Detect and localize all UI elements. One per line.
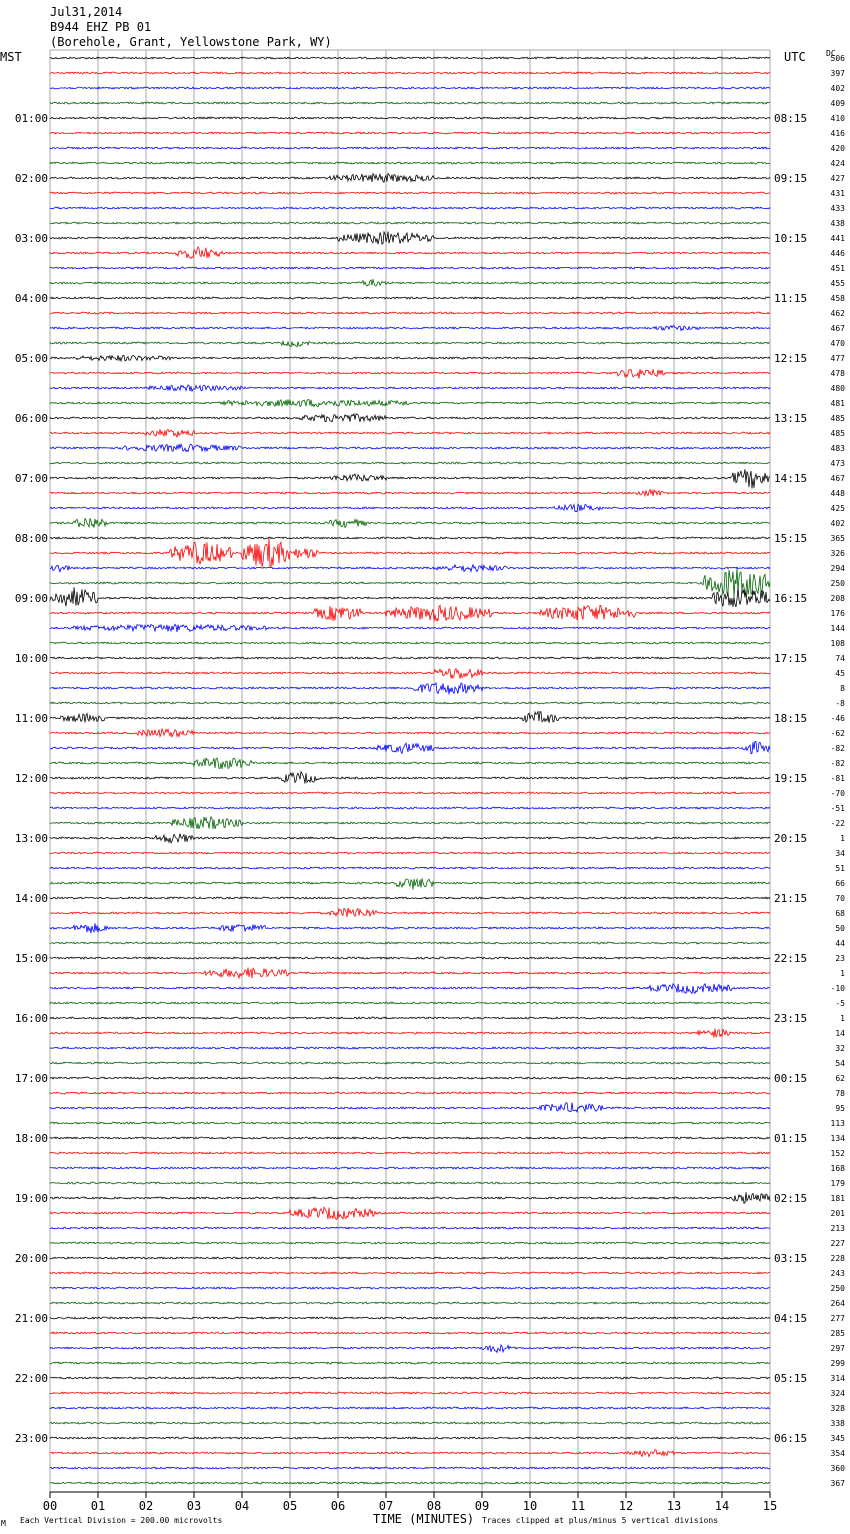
dc-offset-label: 328 [830,1404,845,1413]
trace-82 [50,1287,770,1289]
left-hour-label: 07:00 [14,472,48,485]
trace-84 [50,1317,770,1319]
dc-offset-label: 70 [835,894,845,903]
right-hour-label: 23:15 [774,1012,808,1025]
right-hour-label: 12:15 [774,352,808,365]
trace-78 [50,1227,770,1229]
trace-26 [50,444,770,451]
right-hour-label: 01:15 [774,1132,808,1145]
trace-13 [50,247,770,259]
dc-offset-label: 66 [835,879,845,888]
trace-40 [50,657,770,659]
trace-51 [50,817,770,829]
trace-48 [50,772,770,784]
dc-offset-label: 458 [830,294,845,303]
right-hour-label: 11:15 [774,292,808,305]
dc-offset-label: 481 [830,399,845,408]
right-hour-label: 08:15 [774,112,808,125]
trace-87 [50,1362,770,1364]
trace-49 [50,792,770,794]
x-tick-label: 09 [474,1499,490,1513]
dc-offset-label: 324 [830,1389,845,1398]
trace-19 [50,341,770,347]
trace-7 [50,162,770,164]
x-tick-label: 02 [138,1499,154,1513]
trace-89 [50,1392,770,1394]
dc-offset-label: 14 [835,1029,845,1038]
dc-offset-label: -10 [830,984,845,993]
x-tick-label: 14 [714,1499,730,1513]
right-hour-label: 22:15 [774,952,808,965]
right-hour-label: 02:15 [774,1192,808,1205]
right-hour-label: 14:15 [774,472,808,485]
trace-16 [50,297,770,299]
trace-93 [50,1450,770,1457]
dc-offset-label: 470 [830,339,845,348]
dc-offset-label: 431 [830,189,845,198]
dc-offset-label: 354 [830,1449,845,1458]
left-hour-label: 10:00 [14,652,48,665]
dc-offset-label: 250 [830,1284,845,1293]
x-tick-label: 08 [426,1499,442,1513]
dc-offset-label: 108 [830,639,845,648]
right-hour-label: 09:15 [774,172,808,185]
trace-59 [50,942,770,944]
trace-54 [50,867,770,869]
trace-29 [50,490,770,497]
x-tick-label: 01 [90,1499,106,1513]
dc-offset-label: 227 [830,1239,845,1248]
right-hour-label: 16:15 [774,592,808,605]
trace-17 [50,312,770,314]
dc-offset-label: 506 [830,54,845,63]
scale-note: Each Vertical Division = 200.00 microvolts [20,1516,223,1525]
station-code: B944 EHZ PB 01 [50,20,152,34]
trace-31 [50,518,770,527]
trace-56 [50,897,770,899]
dc-offset-label: 367 [830,1479,845,1488]
dc-offset-label: 299 [830,1359,845,1368]
trace-68 [50,1077,770,1079]
trace-47 [50,758,770,769]
dc-offset-label: 433 [830,204,845,213]
left-timezone-label: MST [0,50,22,64]
dc-offset-label: 176 [830,609,845,618]
left-hour-label: 04:00 [14,292,48,305]
left-hour-label: 12:00 [14,772,48,785]
right-hour-label: 13:15 [774,412,808,425]
trace-62 [50,984,770,994]
trace-9 [50,192,770,194]
trace-24 [50,414,770,422]
left-hour-label: 22:00 [14,1372,48,1385]
dc-offset-label: 95 [835,1104,845,1113]
right-hour-label: 05:15 [774,1372,808,1385]
trace-86 [50,1345,770,1353]
trace-30 [50,504,770,511]
trace-27 [50,462,770,464]
trace-90 [50,1407,770,1409]
x-tick-label: 11 [570,1499,586,1513]
trace-32 [50,537,770,539]
corner-mark: M [1,1519,6,1528]
trace-20 [50,355,770,361]
dc-offset-label: 478 [830,369,845,378]
trace-91 [50,1422,770,1424]
dc-offset-label: 250 [830,579,845,588]
trace-71 [50,1122,770,1124]
trace-12 [50,232,770,245]
dc-offset-label: 455 [830,279,845,288]
dc-offset-label: 427 [830,174,845,183]
trace-22 [50,385,770,391]
trace-33 [50,538,770,567]
dc-offset-label: 243 [830,1269,845,1278]
trace-57 [50,908,770,917]
left-hour-label: 17:00 [14,1072,48,1085]
dc-offset-label: 402 [830,84,845,93]
left-hour-label: 05:00 [14,352,48,365]
dc-offset-label: 44 [835,939,845,948]
trace-94 [50,1467,770,1469]
dc-offset-label: 51 [835,864,845,873]
dc-offset-label: 345 [830,1434,845,1443]
trace-14 [50,267,770,269]
right-hour-label: 20:15 [774,832,808,845]
left-hour-label: 14:00 [14,892,48,905]
dc-offset-label: 34 [835,849,845,858]
trace-41 [50,669,770,679]
dc-offset-label: 277 [830,1314,845,1323]
left-hour-label: 23:00 [14,1432,48,1445]
left-hour-label: 15:00 [14,952,48,965]
dc-offset-label: -82 [830,744,845,753]
dc-offset-label: 78 [835,1089,845,1098]
dc-offset-label: 168 [830,1164,845,1173]
dc-offset-label: -62 [830,729,845,738]
trace-21 [50,369,770,378]
dc-offset-label: 314 [830,1374,845,1383]
trace-81 [50,1272,770,1274]
right-hour-label: 00:15 [774,1072,808,1085]
dc-offset-label: 473 [830,459,845,468]
dc-offset-label: 68 [835,909,845,918]
trace-74 [50,1167,770,1169]
x-tick-label: 15 [762,1499,778,1513]
x-tick-label: 07 [378,1499,394,1513]
dc-offset-label: 480 [830,384,845,393]
trace-28 [50,469,770,488]
trace-80 [50,1257,770,1259]
left-hour-label: 19:00 [14,1192,48,1205]
right-hour-label: 04:15 [774,1312,808,1325]
station-location: (Borehole, Grant, Yellowstone Park, WY) [50,35,332,49]
dc-offset-label: 74 [835,654,845,663]
dc-offset-label: 152 [830,1149,845,1158]
right-hour-label: 21:15 [774,892,808,905]
x-tick-label: 10 [522,1499,538,1513]
left-hour-label: 08:00 [14,532,48,545]
x-tick-label: 13 [666,1499,682,1513]
seismic-traces [50,57,770,1484]
dc-offset-label: 134 [830,1134,845,1143]
dc-offset-label: 424 [830,159,845,168]
trace-75 [50,1182,770,1184]
left-hour-label: 11:00 [14,712,48,725]
trace-45 [50,729,770,737]
trace-43 [50,702,770,704]
trace-77 [50,1207,770,1219]
trace-63 [50,1002,770,1004]
trace-58 [50,923,770,933]
trace-36 [50,587,770,607]
dc-offset-label: -70 [830,789,845,798]
dc-offset-label: 477 [830,354,845,363]
dc-offset-label: 416 [830,129,845,138]
trace-4 [50,117,770,119]
right-hour-label: 17:15 [774,652,808,665]
dc-offset-label: 451 [830,264,845,273]
dc-offset-label: 462 [830,309,845,318]
dc-offset-label: -5 [835,999,845,1008]
left-hour-label: 21:00 [14,1312,48,1325]
trace-0 [50,57,770,59]
left-hour-label: 06:00 [14,412,48,425]
dc-offset-label: 485 [830,429,845,438]
trace-3 [50,102,770,104]
chart-date: Jul31,2014 [50,5,123,19]
trace-53 [50,852,770,854]
dc-offset-label: 446 [830,249,845,258]
x-tick-label: 06 [330,1499,346,1513]
dc-offset-label: 201 [830,1209,845,1218]
trace-64 [50,1017,770,1019]
dc-offset-header: DC [826,49,836,58]
trace-76 [50,1192,770,1203]
dc-offset-label: -81 [830,774,845,783]
trace-52 [50,834,770,843]
trace-35 [50,568,770,598]
dc-offset-label: 54 [835,1059,845,1068]
dc-offset-label: 467 [830,474,845,483]
trace-44 [50,712,770,723]
trace-85 [50,1332,770,1334]
x-tick-label: 12 [618,1499,634,1513]
dc-offset-label: 50 [835,924,845,933]
dc-offset-label: 45 [835,669,845,678]
dc-offset-label: 208 [830,594,845,603]
right-hour-label: 03:15 [774,1252,808,1265]
trace-83 [50,1302,770,1304]
dc-offset-label: 228 [830,1254,845,1263]
dc-offset-label: 113 [830,1119,845,1128]
trace-18 [50,326,770,331]
dc-offset-label: 441 [830,234,845,243]
dc-offset-label: 1 [840,1014,845,1023]
trace-8 [50,174,770,183]
dc-offset-label: 410 [830,114,845,123]
trace-42 [50,683,770,694]
right-hour-label: 19:15 [774,772,808,785]
dc-offset-label: -22 [830,819,845,828]
x-tick-label: 03 [186,1499,202,1513]
left-hour-label: 09:00 [14,592,48,605]
trace-60 [50,957,770,959]
dc-offset-label: 485 [830,414,845,423]
x-tick-label: 05 [282,1499,298,1513]
trace-39 [50,642,770,644]
dc-offset-label: 338 [830,1419,845,1428]
x-tick-label: 04 [234,1499,250,1513]
clip-note: Traces clipped at plus/minus 5 vertical divisions [482,1516,719,1525]
dc-offset-labels [831,54,846,1488]
trace-67 [50,1062,770,1064]
right-hour-label: 18:15 [774,712,808,725]
left-hour-label: 02:00 [14,172,48,185]
dc-offset-label: -82 [830,759,845,768]
dc-offset-label: 23 [835,954,845,963]
trace-38 [50,624,770,632]
dc-offset-label: 438 [830,219,845,228]
dc-offset-label: 32 [835,1044,845,1053]
dc-offset-label: -8 [835,699,845,708]
x-axis-ticks [43,1492,777,1513]
left-hour-label: 18:00 [14,1132,48,1145]
dc-offset-label: 448 [830,489,845,498]
trace-95 [50,1482,770,1484]
dc-offset-label: 483 [830,444,845,453]
x-tick-label: 00 [42,1499,58,1513]
dc-offset-label: 285 [830,1329,845,1338]
dc-offset-label: 409 [830,99,845,108]
trace-11 [50,222,770,224]
dc-offset-label: 402 [830,519,845,528]
right-hour-label: 15:15 [774,532,808,545]
trace-23 [50,400,770,407]
trace-25 [50,429,770,437]
left-hour-label: 20:00 [14,1252,48,1265]
trace-5 [50,132,770,134]
x-axis-title: TIME (MINUTES) [373,1512,475,1526]
trace-15 [50,279,770,286]
left-hour-label: 01:00 [14,112,48,125]
trace-50 [50,807,770,809]
dc-offset-label: 360 [830,1464,845,1473]
trace-88 [50,1377,770,1379]
right-hour-labels [774,112,807,1445]
dc-offset-label: 8 [840,684,845,693]
right-timezone-label: UTC [784,50,806,64]
trace-69 [50,1092,770,1094]
dc-offset-label: 213 [830,1224,845,1233]
trace-46 [50,741,770,753]
dc-offset-label: 144 [830,624,845,633]
trace-72 [50,1137,770,1139]
trace-10 [50,207,770,209]
right-hour-label: 06:15 [774,1432,808,1445]
trace-65 [50,1029,770,1038]
dc-offset-label: 1 [840,834,845,843]
grid-lines [50,50,770,1492]
dc-offset-label: 294 [830,564,845,573]
dc-offset-label: 365 [830,534,845,543]
left-hour-label: 13:00 [14,832,48,845]
dc-offset-label: -46 [830,714,845,723]
dc-offset-label: 467 [830,324,845,333]
dc-offset-label: 297 [830,1344,845,1353]
dc-offset-label: 420 [830,144,845,153]
left-hour-label: 03:00 [14,232,48,245]
dc-offset-label: 425 [830,504,845,513]
dc-offset-label: 62 [835,1074,845,1083]
dc-offset-label: 397 [830,69,845,78]
trace-55 [50,878,770,889]
left-hour-labels [15,112,48,1445]
trace-66 [50,1047,770,1049]
dc-offset-label: 1 [840,969,845,978]
trace-1 [50,72,770,74]
trace-79 [50,1242,770,1244]
trace-6 [50,147,770,149]
trace-70 [50,1103,770,1112]
dc-offset-label: 264 [830,1299,845,1308]
dc-offset-label: 181 [830,1194,845,1203]
trace-34 [50,565,770,572]
right-hour-label: 10:15 [774,232,808,245]
trace-2 [50,87,770,89]
trace-61 [50,968,770,979]
dc-offset-label: -51 [830,804,845,813]
trace-37 [50,605,770,621]
left-hour-label: 16:00 [14,1012,48,1025]
dc-offset-label: 179 [830,1179,845,1188]
trace-92 [50,1437,770,1439]
trace-73 [50,1152,770,1154]
dc-offset-label: 326 [830,549,845,558]
